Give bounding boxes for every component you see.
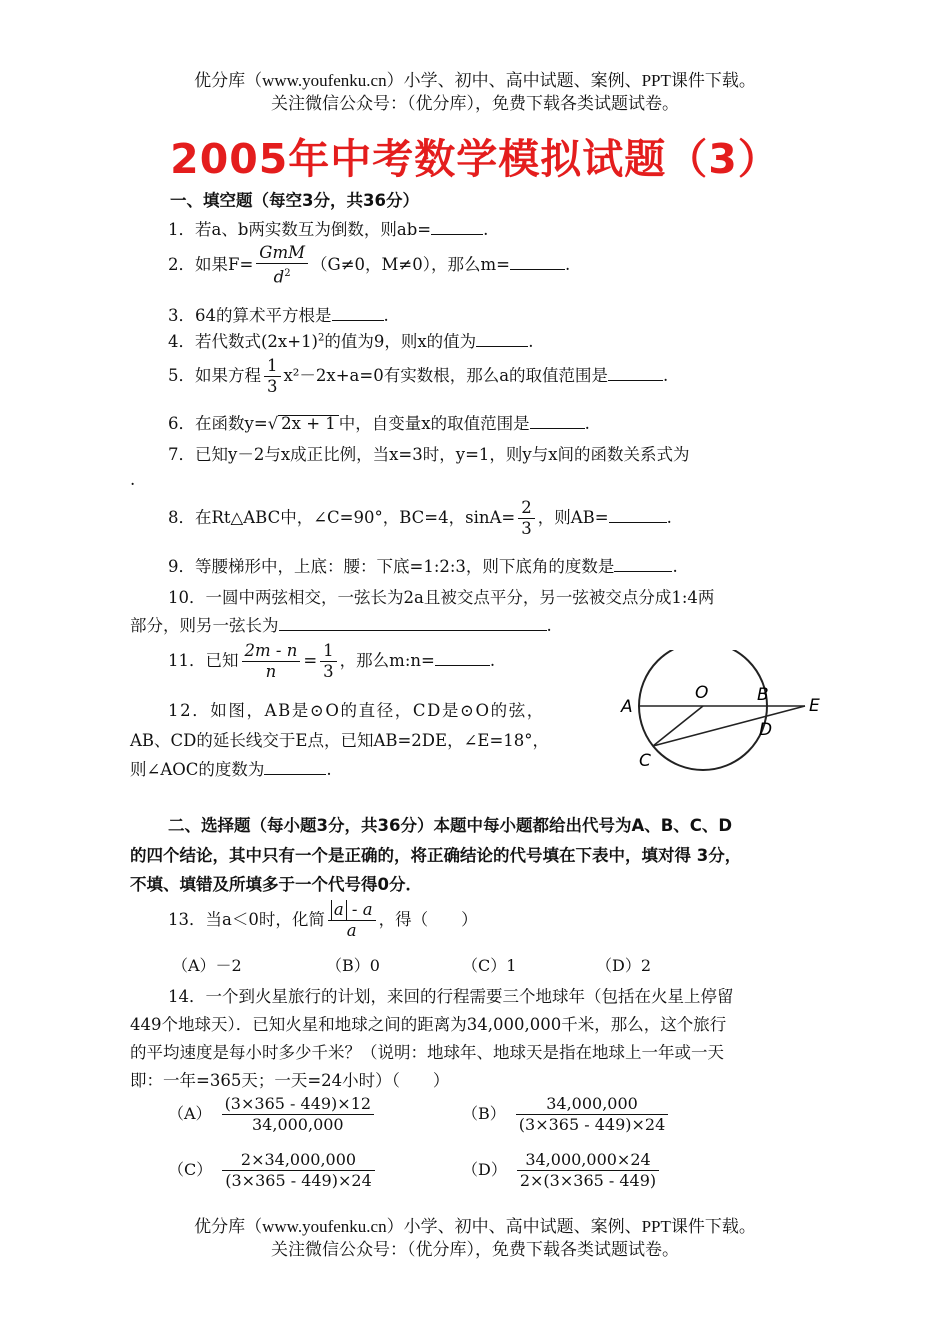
question-1 <box>168 216 488 240</box>
q14-option-b <box>462 1094 671 1135</box>
q13-option-a: （A）－2 <box>172 956 242 975</box>
q5-period: . <box>663 366 669 385</box>
question-12-line-2: AB、CD的延长线交于E点，已知AB=2DE，∠E=18°， <box>130 731 550 750</box>
question-10-line-2 <box>130 612 552 636</box>
question-2 <box>168 243 570 288</box>
label-c: C <box>639 751 651 771</box>
q11-equals: = <box>303 651 318 670</box>
q1-period: . <box>483 220 489 239</box>
q13-post: ，得（ ） <box>378 910 478 929</box>
q13-fraction <box>328 900 376 941</box>
answer-blank <box>530 414 585 429</box>
q11-pre: 11．已知 <box>168 651 239 670</box>
question-12-line-1: 12．如图，AB是⊙O的直径，CD是⊙O的弦， <box>168 701 545 720</box>
answer-blank <box>476 332 528 347</box>
q11-fraction-left <box>242 641 301 682</box>
q8-post: ，则AB= <box>537 508 609 527</box>
question-8 <box>168 498 672 539</box>
question-11 <box>168 641 495 682</box>
question-14-line-4: 即：一年=365天；一天=24小时）（ ） <box>130 1071 450 1090</box>
q5-post: x²－2x+a=0有实数根，那么a的取值范围是 <box>283 366 609 385</box>
q8-period: . <box>666 508 672 527</box>
q14-a-label: （A） <box>168 1104 212 1123</box>
section2-line-1: 二、选择题（每小题3分，共36分）本题中每小题都给出代号为A、B、C、D <box>168 816 733 835</box>
answer-blank <box>431 220 483 235</box>
question-10-line-1: 10．一圆中两弦相交，一弦长为2a且被交点平分，另一弦被交点分成1:4两 <box>168 588 715 607</box>
q14-b-fraction <box>516 1094 669 1135</box>
q13-pre: 13．当a＜0时，化简 <box>168 910 325 929</box>
q13-option-c: （C）1 <box>462 956 517 975</box>
q11-numerator: 2m - n <box>242 641 301 662</box>
q6-post: 中，自变量x的取值范围是 <box>338 414 530 433</box>
line-ce <box>653 706 805 746</box>
q2-numerator: GmM <box>256 243 308 264</box>
q11-period: . <box>489 651 496 670</box>
q2-den-exp: 2 <box>284 268 291 279</box>
q14-a-fraction <box>222 1094 375 1135</box>
q14-b-denominator: (3×365 - 449)×24 <box>518 1115 666 1134</box>
q8-numerator: 2 <box>518 498 535 519</box>
q6-radicand: 2x + 1 <box>278 415 339 432</box>
question-14-line-2: 449个地球天）．已知火星和地球之间的距离为34,000,000千米，那么，这个旅行 <box>130 1015 727 1034</box>
q5-numerator: 1 <box>264 356 281 377</box>
label-a: A <box>621 697 633 717</box>
q8-fraction <box>518 498 535 539</box>
q12-period: . <box>326 760 332 779</box>
q2-post: （G≠0，M≠0），那么m= <box>311 254 510 274</box>
question-7-line-1: 7．已知y－2与x成正比例，当x=3时，y=1，则y与x间的函数关系式为 <box>168 445 690 464</box>
q9-period: . <box>672 557 678 576</box>
section2-line-2: 的四个结论，其中只有一个是正确的，将正确结论的代号填在下表中，填对得 3分， <box>130 846 742 865</box>
q13-abs: a <box>331 900 347 920</box>
q6-pre: 6．在函数y= <box>168 414 268 433</box>
q14-option-c <box>168 1150 378 1191</box>
q11-denominator: n <box>265 662 277 681</box>
q5-denominator: 3 <box>267 377 278 396</box>
q4-period: . <box>528 332 534 351</box>
q12-text: 则∠AOC的度数为 <box>130 760 265 779</box>
q3-text: 3．64的算术平方根是 <box>168 306 332 325</box>
q5-pre: 5．如果方程 <box>168 366 261 385</box>
q13-num-tail: - a <box>346 900 373 919</box>
section1-heading: 一、填空题（每空3分，共36分） <box>170 191 419 210</box>
sqrt-icon: √ <box>267 414 279 433</box>
q11-post: ，那么m:n= <box>339 651 435 670</box>
q2-den-var: d <box>273 267 285 287</box>
question-13 <box>168 900 478 941</box>
q4-post: 的值为9，则x的值为 <box>324 332 477 351</box>
question-6 <box>168 410 590 434</box>
q10-text: 部分，则另一弦长为 <box>130 616 279 635</box>
question-4 <box>168 328 533 352</box>
q8-denominator: 3 <box>521 519 532 538</box>
question-14-line-3: 的平均速度是每小时多少千米？（说明：地球年、地球天是指在地球上一年或一天 <box>130 1043 724 1062</box>
q13-denominator: a <box>346 921 357 940</box>
circle-o <box>639 650 767 770</box>
q8-pre: 8．在Rt△ABC中，∠C=90°，BC=4，sinA= <box>168 508 516 527</box>
answer-blank <box>614 557 672 572</box>
question-9 <box>168 553 678 577</box>
q2-fraction <box>256 243 308 288</box>
header-line-2: 关注微信公众号：（优分库），免费下载各类试题试卷。 <box>271 94 679 113</box>
q14-d-label: （D） <box>462 1160 507 1179</box>
answer-blank <box>609 508 667 523</box>
q13-numerator <box>328 900 376 921</box>
question-5 <box>168 356 668 397</box>
q5-fraction <box>264 356 281 397</box>
answer-blank <box>332 306 384 321</box>
label-e: E <box>809 696 820 716</box>
q14-d-fraction <box>517 1150 659 1191</box>
q14-a-denominator: 34,000,000 <box>252 1115 344 1134</box>
q14-d-numerator: 34,000,000×24 <box>517 1150 659 1171</box>
answer-blank <box>279 616 547 631</box>
q2-pre: 2．如果F= <box>168 254 254 274</box>
section2-line-3: 不填、填错及所填多于一个代号得0分． <box>130 875 422 894</box>
q9-text: 9．等腰梯形中，上底：腰：下底=1:2:3，则下底角的度数是 <box>168 557 615 576</box>
q3-period: . <box>383 306 389 325</box>
q4-exp: 2 <box>318 332 325 344</box>
q14-c-fraction <box>222 1150 375 1191</box>
q1-text: 1．若a、b两实数互为倒数，则ab= <box>168 220 432 239</box>
q14-a-numerator: (3×365 - 449)×12 <box>222 1094 375 1115</box>
q11-fraction-right <box>320 641 337 682</box>
answer-blank <box>608 366 663 381</box>
q13-option-b: （B）0 <box>326 956 380 975</box>
q14-c-denominator: (3×365 - 449)×24 <box>225 1171 372 1190</box>
footer-line-2: 关注微信公众号：（优分库），免费下载各类试题试卷。 <box>271 1240 679 1259</box>
answer-blank <box>435 651 490 666</box>
question-14-line-1: 14．一个到火星旅行的计划，来回的行程需要三个地球年（包括在火星上停留 <box>168 987 734 1006</box>
q6-period: . <box>584 414 590 433</box>
footer-line-1: 优分库（www.youfenku.cn）小学、初中、高中试题、案例、PPT课件下载。 <box>194 1217 756 1236</box>
q14-option-a <box>168 1094 377 1135</box>
label-d: D <box>759 720 773 740</box>
question-12-line-3 <box>130 756 332 780</box>
question-3 <box>168 302 389 326</box>
header-line-1: 优分库（www.youfenku.cn）小学、初中、高中试题、案例、PPT课件下载。 <box>194 71 756 90</box>
label-o: O <box>695 683 709 703</box>
circle-figure <box>615 650 835 775</box>
page-title: 2005年中考数学模拟试题（3） <box>170 135 780 183</box>
answer-blank <box>264 760 326 775</box>
q4-pre: 4．若代数式(2x+1) <box>168 332 318 351</box>
q2-period: . <box>564 254 571 274</box>
q14-c-label: （C） <box>168 1160 213 1179</box>
q13-option-d: （D）2 <box>596 956 652 975</box>
q14-b-numerator: 34,000,000 <box>516 1094 669 1115</box>
label-b: B <box>757 685 769 705</box>
q14-b-label: （B） <box>462 1104 506 1123</box>
q11-right-numerator: 1 <box>320 641 337 662</box>
q14-option-d <box>462 1150 662 1191</box>
q14-c-numerator: 2×34,000,000 <box>222 1150 375 1171</box>
q14-d-denominator: 2×(3×365 - 449) <box>519 1171 657 1190</box>
q10-period: . <box>546 616 552 635</box>
answer-blank <box>510 255 565 270</box>
q2-denominator <box>256 264 308 288</box>
question-7-line-2: . <box>130 470 136 489</box>
q11-right-denominator: 3 <box>323 662 334 681</box>
